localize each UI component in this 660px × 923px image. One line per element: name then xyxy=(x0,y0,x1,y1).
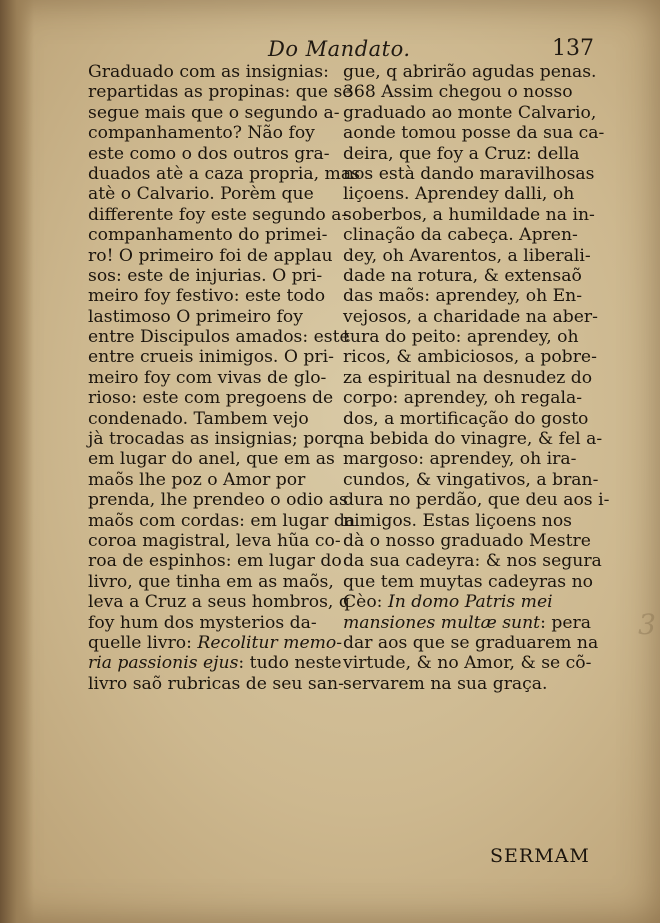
text-line: prenda, lhe prendeo o odio as xyxy=(88,490,348,511)
text-line: este como o dos outros gra- xyxy=(88,143,330,164)
text-line: corpo: aprendey, oh regala- xyxy=(343,388,583,409)
text-line: dade na rotura, & extensaõ xyxy=(343,265,582,286)
page-header xyxy=(0,34,660,64)
text-line: livro, que tinha em as maõs, xyxy=(88,571,334,592)
text-line: entre Discipulos amados: este xyxy=(88,327,350,348)
text-line: da sua cadeyra: & nos segura xyxy=(343,551,602,572)
page-gutter-shadow xyxy=(0,0,34,923)
text-line: servarem na sua graça. xyxy=(343,673,548,694)
text-line: lastimoso O primeiro foy xyxy=(88,306,303,327)
text-line: vejosos, a charidade na aber- xyxy=(343,306,598,327)
text-line: livro saõ rubricas de seu san- xyxy=(88,673,344,694)
page-number: 137 xyxy=(552,36,594,61)
text-line: quelle livro: Recolitur memo- xyxy=(88,632,343,653)
text-line: foy hum dos mysterios da- xyxy=(88,612,317,633)
text-line: nos està dando maravilhosas xyxy=(343,163,595,184)
text-line: duados atè a caza propria, mas xyxy=(88,163,360,184)
text-line: gue, q abrirão agudas penas. xyxy=(343,62,597,82)
text-line: deira, que foy a Cruz: della xyxy=(343,143,580,164)
text-line: em lugar do anel, que em as xyxy=(88,449,335,470)
text-line: ricos, & ambiciosos, a pobre- xyxy=(343,347,597,368)
text-line: cundos, & vingativos, a bran- xyxy=(343,469,599,490)
text-line: repartidas as propinas: que se xyxy=(88,82,353,103)
text-line: maõs com cordas: em lugar da xyxy=(88,510,356,531)
left-column xyxy=(88,62,360,694)
text-line: clinação da cabeça. Apren- xyxy=(343,225,578,246)
show-through-mark: 3 xyxy=(638,608,656,641)
text-line: condenado. Tambem vejo xyxy=(88,408,309,429)
text-line: tura do peito: aprendey, oh xyxy=(343,327,579,348)
text-line: jà trocadas as insignias; porq xyxy=(88,429,344,450)
text-line: dos, a mortificação do gosto xyxy=(343,408,589,429)
text-line: rioso: este com pregoens de xyxy=(88,388,334,409)
text-line: soberbos, a humildade na in- xyxy=(343,204,595,225)
text-line: das maõs: aprendey, oh En- xyxy=(343,286,583,307)
text-line: margoso: aprendey, oh ira- xyxy=(343,449,577,470)
text-line: maõs lhe poz o Amor por xyxy=(88,469,306,490)
text-line: liçoens. Aprendey dalli, oh xyxy=(343,184,575,205)
text-line: dey, oh Avarentos, a liberali- xyxy=(343,245,591,266)
text-line: meiro foy com vivas de glo- xyxy=(88,367,327,388)
text-line: atè o Calvario. Porèm que xyxy=(88,184,314,205)
text-line: aonde tomou posse da sua ca- xyxy=(343,123,605,144)
running-head: Do Mandato. xyxy=(268,37,411,61)
text-line: entre crueis inimigos. O pri- xyxy=(88,347,334,368)
text-line: za espiritual na desnudez do xyxy=(343,367,593,388)
text-line: nimigos. Estas liçoens nos xyxy=(343,510,572,531)
text-line: virtude, & no Amor, & se cõ- xyxy=(343,653,592,674)
text-line: Graduado com as insignias: xyxy=(88,62,329,82)
text-line: coroa magistral, leva hũa co- xyxy=(88,530,341,551)
right-column xyxy=(343,62,610,694)
text-line: roa de espinhos: em lugar do xyxy=(88,551,342,572)
text-line: mansiones multæ sunt: pera xyxy=(343,612,591,633)
text-line: 368 Assim chegou o nosso xyxy=(343,82,573,103)
text-line: ro! O primeiro foi de applau xyxy=(88,245,333,266)
text-line: differente foy este segundo a- xyxy=(88,204,348,225)
text-line: ria passionis ejus: tudo neste xyxy=(88,653,342,674)
text-line: dà o nosso graduado Mestre xyxy=(343,530,591,551)
text-line: na bebida do vinagre, & fel a- xyxy=(343,429,603,450)
text-line: Cèo: In domo Patris mei xyxy=(343,592,553,613)
text-line: dar aos que se graduarem na xyxy=(343,632,599,653)
catchword: SERMAM xyxy=(490,845,590,867)
text-line: meiro foy festivo: este todo xyxy=(88,286,326,307)
text-line: companhamento do primei- xyxy=(88,225,328,246)
text-line: sos: este de injurias. O pri- xyxy=(88,265,323,286)
text-line: leva a Cruz a seus hombros, q xyxy=(88,592,350,613)
text-line: companhamento? Não foy xyxy=(88,123,315,144)
text-line: dura no perdão, que deu aos i- xyxy=(343,490,610,511)
text-line: graduado ao monte Calvario, xyxy=(343,102,597,123)
text-line: segue mais que o segundo a- xyxy=(88,102,340,123)
text-line: que tem muytas cadeyras no xyxy=(343,571,593,592)
